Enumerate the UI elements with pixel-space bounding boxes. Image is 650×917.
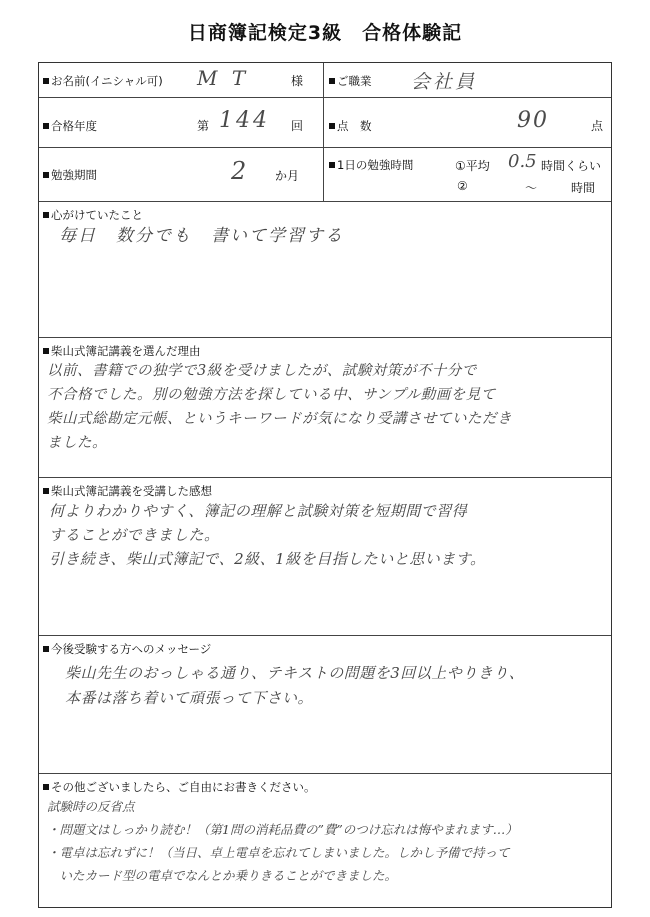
mindset-text: [59, 225, 344, 247]
other-text: [47, 795, 518, 887]
daily-option-1: ①平均: [455, 159, 490, 173]
handwritten-line: ました。: [47, 435, 107, 451]
daily-unit-2: 時間: [571, 181, 596, 195]
handwritten-line: いたカード型の電卓でなんとか乗りきることができました。: [47, 868, 398, 883]
row-divider: [39, 635, 611, 636]
survey-form: [38, 62, 612, 908]
daily-value-1: 0.5: [508, 151, 537, 172]
handwritten-line: 毎日 数分でも 書いて学習する: [59, 226, 344, 246]
score-value: 90: [517, 108, 549, 133]
handwritten-line: 不合格でした。別の勉強方法を探している中、サンプル動画を見て: [47, 387, 496, 403]
mindset-label: 心がけていたこと: [43, 207, 143, 223]
handwritten-line: 本番は落ち着いて頑張って下さい。: [65, 689, 314, 707]
period-label: 勉強期間: [43, 167, 97, 183]
impression-text: [49, 499, 486, 571]
year-label: 合格年度: [43, 118, 97, 134]
daily-option-2: ②: [457, 179, 468, 193]
row-divider: [39, 477, 611, 478]
year-value: 144: [219, 108, 270, 133]
handwritten-line: することができました。: [49, 526, 220, 544]
score-label: 点 数: [329, 118, 372, 134]
handwritten-line: 柴山先生のおっしゃる通り、テキストの問題を3回以上やりきり、: [65, 664, 525, 682]
impression-label: 柴山式簿記講義を受講した感想: [43, 483, 212, 499]
other-label: その他ございましたら、ご自由にお書きください。: [43, 779, 316, 795]
score-suffix: 点: [591, 119, 604, 133]
period-value: 2: [231, 157, 247, 185]
row-divider: [39, 773, 611, 774]
name-value: M T: [197, 66, 250, 90]
reason-label: 柴山式簿記講義を選んだ理由: [43, 343, 201, 359]
page-title: 日商簿記検定3級 合格体験記: [187, 22, 463, 44]
reason-text: [47, 359, 512, 455]
handwritten-line: 引き続き、柴山式簿記で、2級、1級を目指したいと思います。: [49, 550, 486, 568]
handwritten-line: 柴山式総勘定元帳、というキーワードが気になり受講させていただき: [47, 411, 512, 427]
daily-label: 1日の勉強時間: [329, 157, 413, 173]
handwritten-line: 試験時の反省点: [47, 799, 135, 814]
year-suffix: 回: [291, 119, 304, 133]
period-suffix: か月: [275, 169, 300, 183]
handwritten-line: ・電卓は忘れずに！（当日、卓上電卓を忘れてしまいました。しかし予備で持って: [47, 845, 510, 860]
row-divider: [39, 337, 611, 338]
handwritten-line: ・問題文はしっかり読む！（第1問の消耗品費の”費”のつけ忘れは悔やまれます…）: [47, 822, 518, 837]
row-divider: [39, 201, 611, 202]
job-label: ご職業: [329, 73, 372, 89]
column-divider: [323, 63, 324, 201]
handwritten-line: 何よりわかりやすく、簿記の理解と試験対策を短期間で習得: [49, 502, 468, 520]
message-label: 今後受験する方へのメッセージ: [43, 641, 211, 657]
name-suffix: 様: [291, 74, 304, 88]
message-text: [65, 661, 524, 711]
job-value: 会社員: [411, 71, 478, 93]
daily-tilde: ～: [525, 181, 538, 195]
year-prefix: 第: [197, 119, 210, 133]
handwritten-line: 以前、書籍での独学で3級を受けましたが、試験対策が不十分で: [47, 363, 477, 379]
row-divider: [39, 147, 611, 148]
daily-unit-1: 時間くらい: [541, 159, 602, 173]
row-divider: [39, 97, 611, 98]
name-label: お名前(イニシャル可): [43, 73, 163, 89]
